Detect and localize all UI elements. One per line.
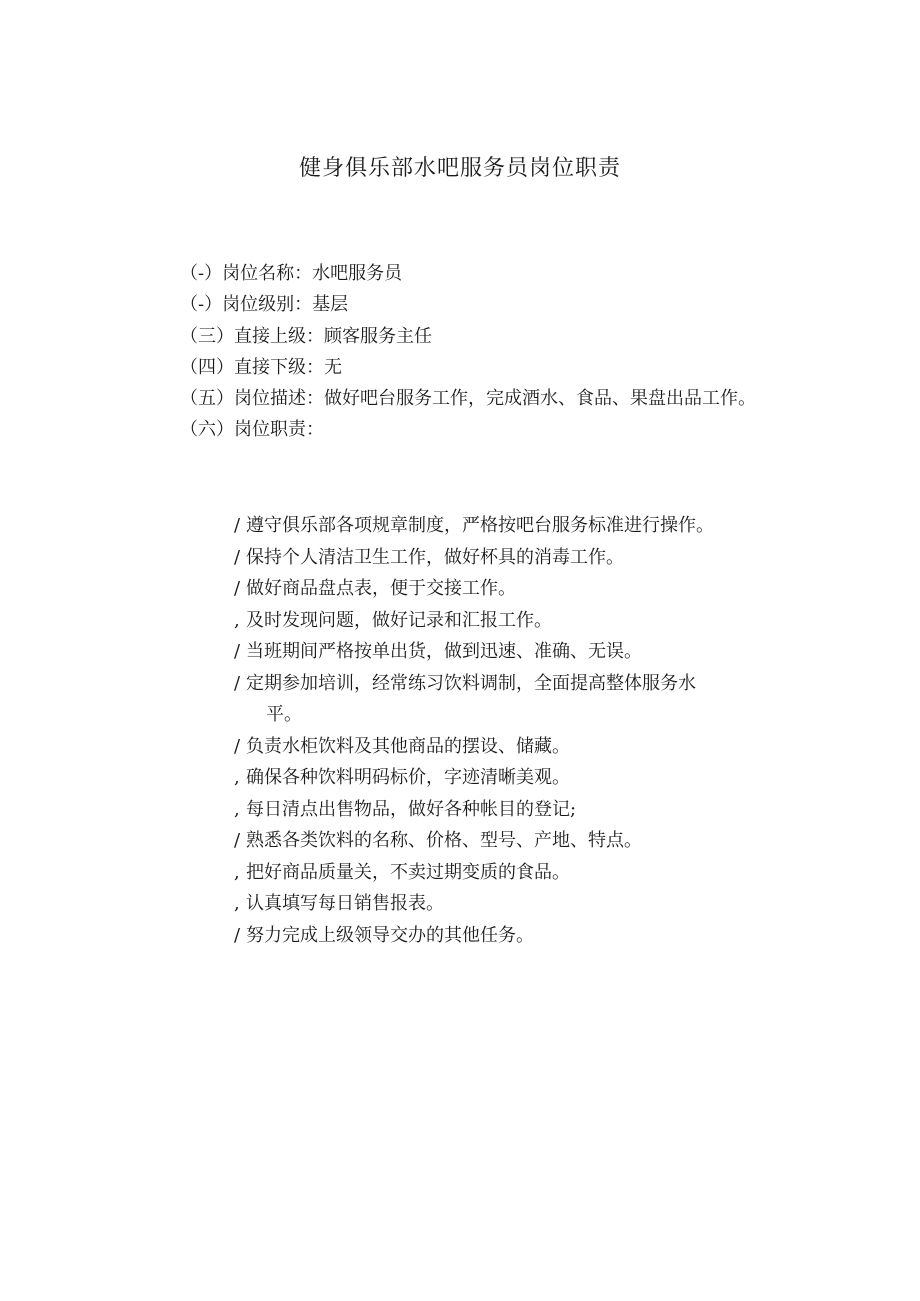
info-line-responsibilities-heading: （六）岗位职责：	[180, 419, 324, 441]
duty-marker: /	[234, 515, 241, 536]
duty-text: 每日清点出售物品，做好各种帐目的登记;	[246, 798, 577, 820]
duty-item-continuation	[234, 699, 794, 731]
info-line-position-level: （-）岗位级别：基层	[180, 294, 349, 316]
duty-marker: ,	[234, 767, 240, 788]
duty-item	[234, 510, 794, 542]
duty-marker: /	[234, 830, 241, 851]
duty-item	[234, 857, 794, 889]
duty-marker: /	[234, 735, 241, 757]
duty-marker: /	[234, 924, 241, 946]
duty-text: 熟悉各类饮料的名称、价格、型号、产地、特点。	[246, 830, 642, 851]
info-line-position-description: （五）岗位描述：做好吧台服务工作，完成酒水、食品、果盘出品工作。	[180, 388, 756, 410]
duty-marker: ,	[234, 893, 240, 914]
duty-marker: /	[234, 578, 241, 599]
duty-text: 做好商品盘点表，便于交接工作。	[246, 578, 516, 599]
duty-item	[234, 542, 794, 574]
duty-text: 认真填写每日销售报表。	[246, 893, 444, 914]
duty-item	[234, 794, 794, 826]
job-info-section	[140, 258, 790, 446]
duty-item	[234, 888, 794, 920]
info-line-direct-superior: （三）直接上级：顾客服务主任	[180, 325, 432, 347]
info-line-direct-subordinate: （四）直接下级：无	[180, 356, 342, 378]
duty-text: 确保各种饮料明码标价，字迹清晰美观。	[246, 767, 570, 788]
duty-item	[234, 731, 794, 763]
info-line-position-name: （-）岗位名称：水吧服务员	[180, 263, 403, 284]
duty-text: 努力完成上级领导交办的其他任务。	[246, 924, 534, 946]
duty-marker: /	[234, 672, 241, 694]
duty-text: 及时发现问题，做好记录和汇报工作。	[246, 609, 552, 631]
duty-text: 遵守俱乐部各项规章制度，严格按吧台服务标准进行操作。	[246, 515, 714, 536]
duty-item	[234, 668, 794, 700]
duty-item	[234, 636, 794, 668]
duty-marker: /	[234, 546, 241, 568]
duty-item	[234, 573, 794, 605]
document-title: 健身俱乐部水吧服务员岗位职责	[298, 156, 621, 181]
duty-item	[234, 762, 794, 794]
duty-text: 当班期间严格按单出货，做到迅速、准确、无误。	[246, 641, 642, 662]
duties-list	[234, 510, 794, 951]
duty-text: 平。	[266, 704, 302, 725]
duty-item	[234, 605, 794, 637]
duty-text: 负责水柜饮料及其他商品的摆设、储藏。	[246, 735, 570, 757]
duty-marker: ,	[234, 798, 240, 820]
duty-marker: ,	[234, 861, 240, 883]
duty-text: 定期参加培训，经常练习饮料调制，全面提高整体服务水	[246, 672, 696, 694]
duty-text: 把好商品质量关，不卖过期变质的食品。	[246, 861, 570, 883]
duty-item	[234, 920, 794, 952]
duty-marker: ,	[234, 609, 240, 631]
duty-item	[234, 825, 794, 857]
duty-marker: /	[234, 641, 241, 662]
duty-text: 保持个人清洁卫生工作，做好杯具的消毒工作。	[246, 546, 624, 568]
